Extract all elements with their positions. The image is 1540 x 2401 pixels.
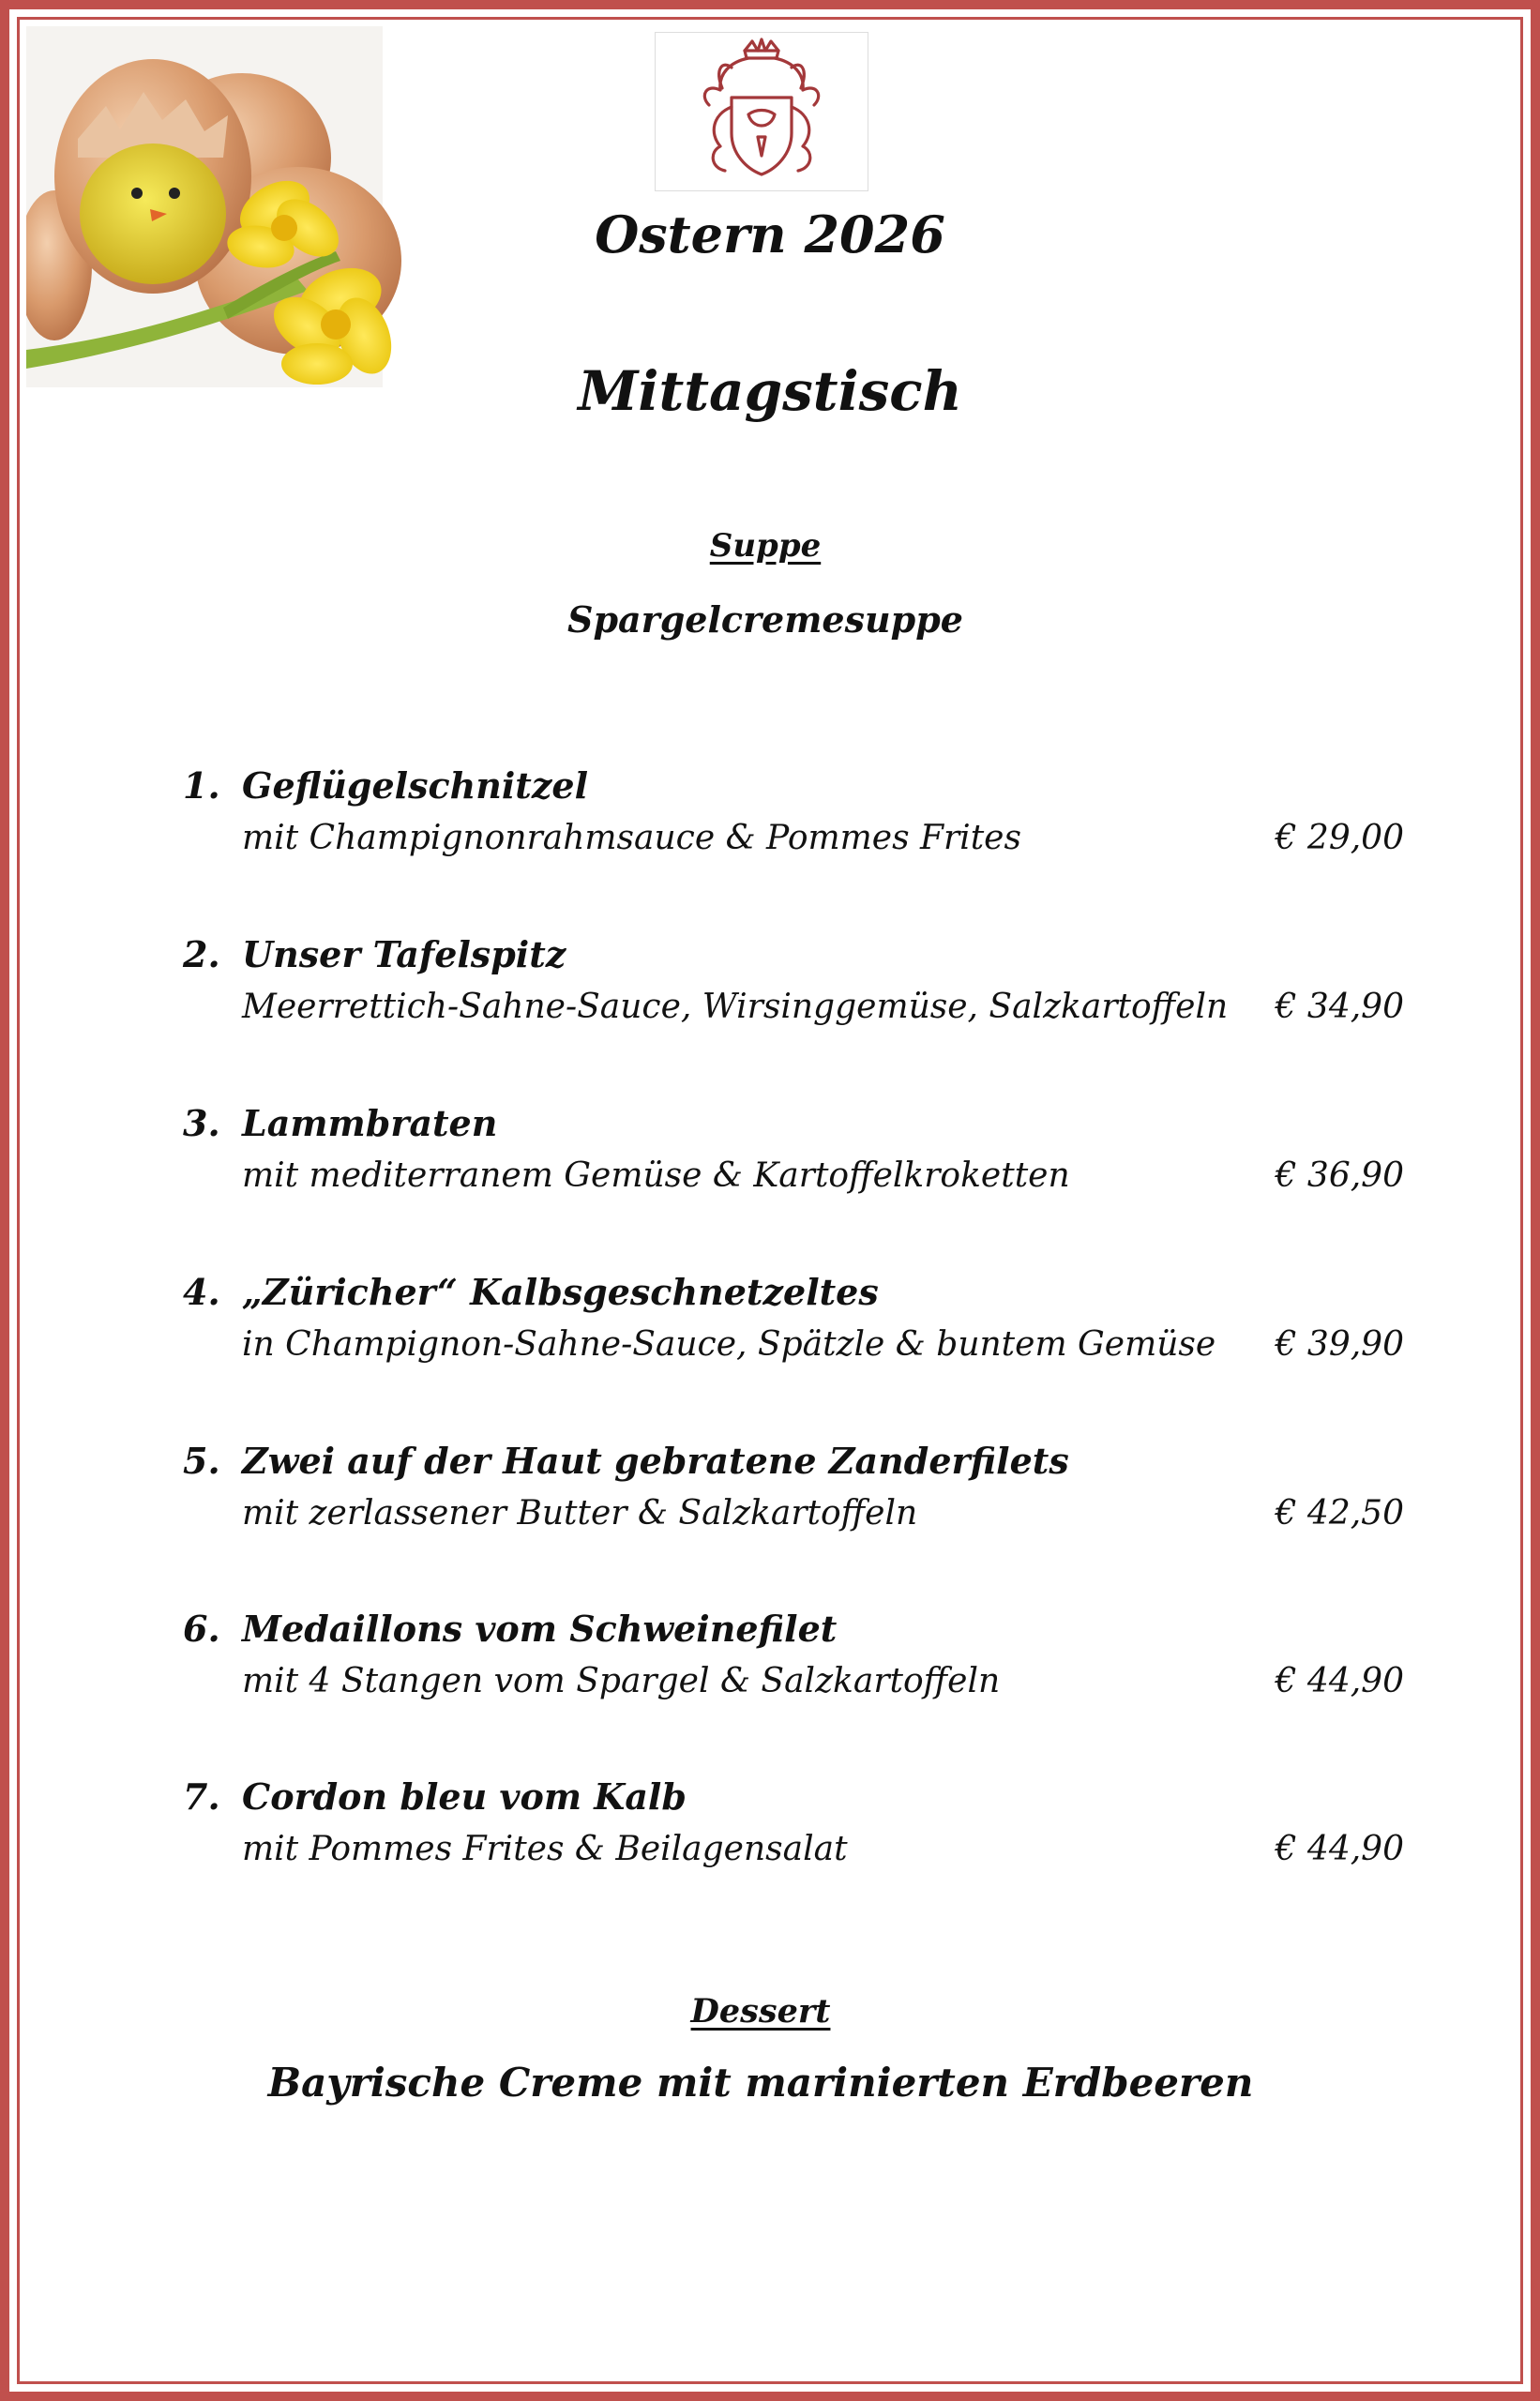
menu-item-price: € 44,90 (1275, 1830, 1404, 1868)
menu-item-description: Meerrettich-Sahne-Sauce, Wirsinggemüse, Salzkartoffeln (242, 988, 1229, 1026)
menu-item-price: € 34,90 (1275, 988, 1404, 1026)
menu-item-number: 7. (183, 1775, 220, 1818)
menu-subtitle: Mittagstisch (578, 359, 962, 423)
soup-heading: Suppe (709, 527, 822, 565)
dessert-name: Bayrische Creme mit marinierten Erdbeeren (267, 2060, 1254, 2106)
menu-item-description: mit zerlassener Butter & Salzkartoffeln (242, 1494, 918, 1533)
menu-item-price: € 36,90 (1275, 1156, 1404, 1195)
heraldic-crest-icon (655, 32, 868, 191)
menu-item-name: „Züricher“ Kalbsgeschnetzeltes (242, 1271, 879, 1313)
menu-item-name: Geflügelschnitzel (242, 764, 589, 807)
menu-item-name: Medaillons vom Schweinefilet (242, 1608, 838, 1650)
menu-item-number: 3. (183, 1102, 220, 1144)
menu-item-name: Zwei auf der Haut gebratene Zanderfilets (242, 1440, 1069, 1482)
menu-item-price: € 44,90 (1275, 1662, 1404, 1700)
menu-item-number: 4. (183, 1271, 220, 1313)
menu-item-description: mit 4 Stangen vom Spargel & Salzkartoffeln (242, 1662, 1001, 1700)
menu-item (0, 1775, 1540, 1907)
menu-item-name: Cordon bleu vom Kalb (242, 1775, 687, 1818)
menu-item (0, 1271, 1540, 1402)
dessert-heading: Dessert (690, 1992, 831, 2031)
menu-title: Ostern 2026 (595, 204, 945, 264)
soup-name: Spargelcremesuppe (567, 598, 963, 641)
menu-item-number: 6. (183, 1608, 220, 1650)
menu-item-number: 2. (183, 933, 220, 975)
menu-item-description: mit Pommes Frites & Beilagensalat (242, 1830, 848, 1868)
menu-item-name: Lammbraten (242, 1102, 498, 1144)
menu-item-number: 1. (183, 764, 220, 807)
menu-item-number: 5. (183, 1440, 220, 1482)
menu-item (0, 1102, 1540, 1233)
menu-item-description: mit mediterranem Gemüse & Kartoffelkroketten (242, 1156, 1070, 1195)
menu-item-price: € 39,90 (1275, 1325, 1404, 1364)
menu-item (0, 1608, 1540, 1739)
menu-item-price: € 29,00 (1275, 819, 1404, 857)
menu-item (0, 933, 1540, 1065)
menu-item-description: mit Champignonrahmsauce & Pommes Frites (242, 819, 1021, 857)
menu-item (0, 1440, 1540, 1571)
menu-item (0, 764, 1540, 896)
menu-item-price: € 42,50 (1275, 1494, 1404, 1533)
menu-item-name: Unser Tafelspitz (242, 933, 566, 975)
menu-item-description: in Champignon-Sahne-Sauce, Spätzle & buntem Gemüse (242, 1325, 1216, 1364)
